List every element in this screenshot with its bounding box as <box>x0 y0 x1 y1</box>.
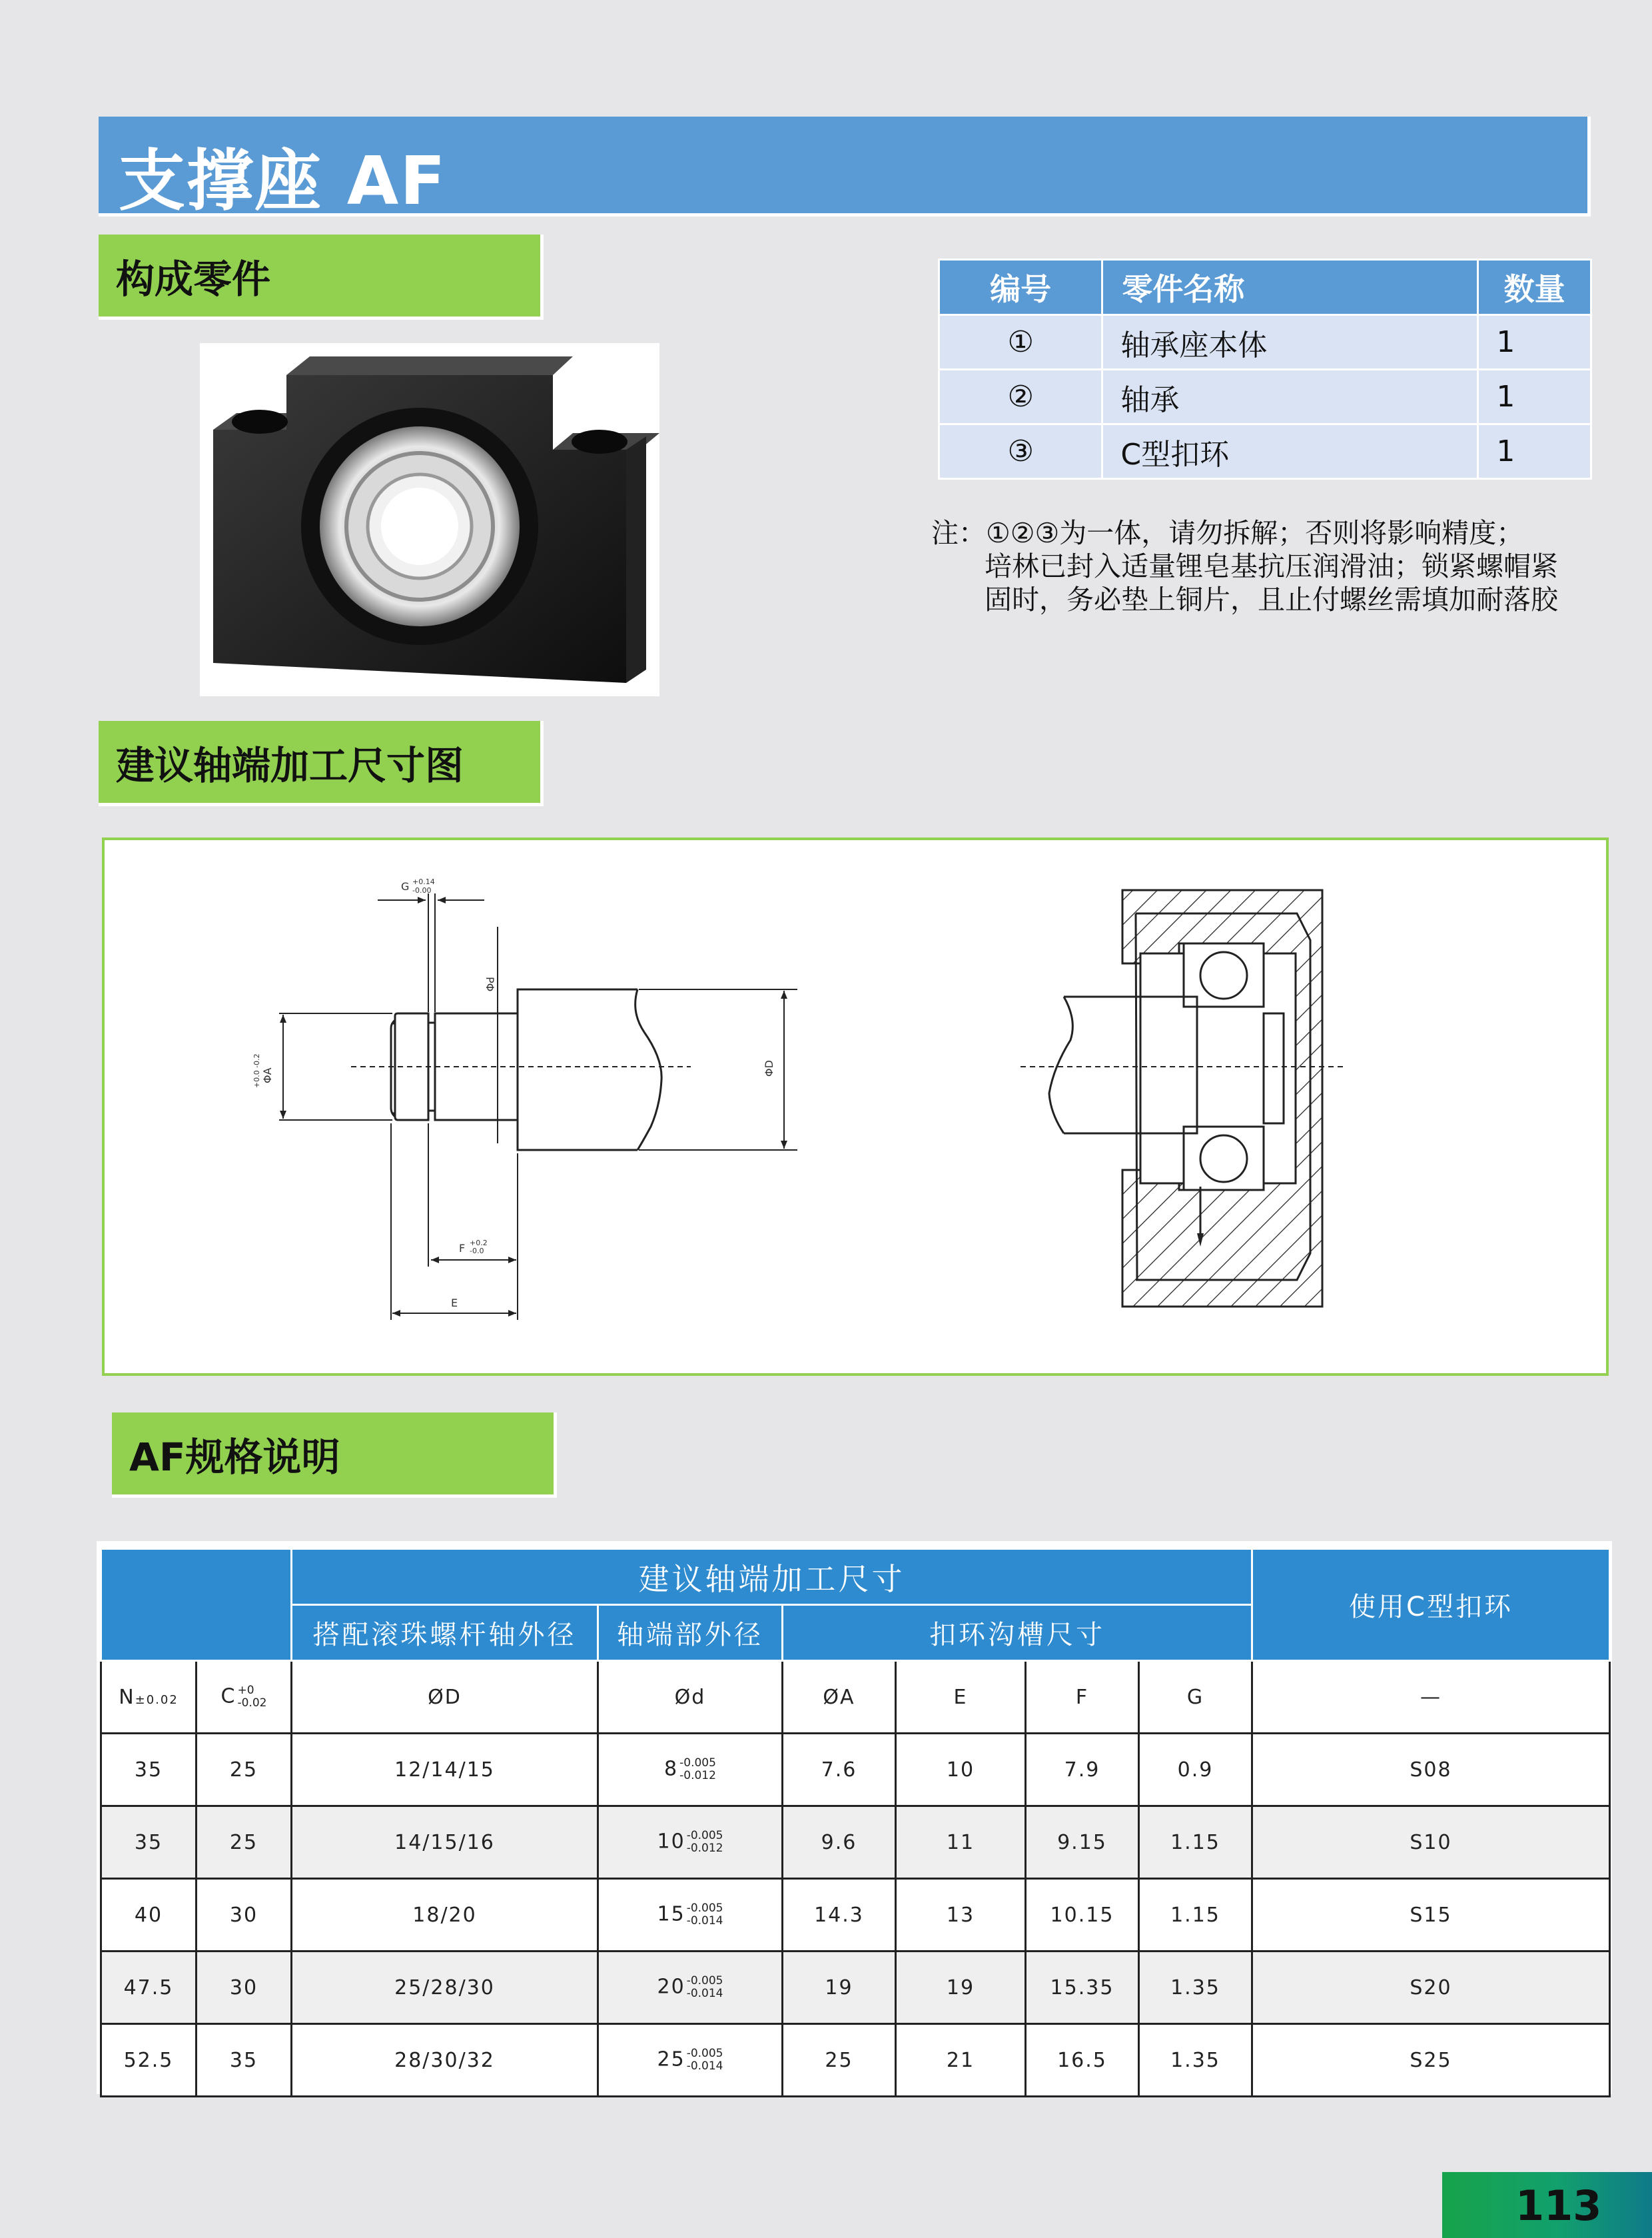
cell-c: 30 <box>197 1879 292 1952</box>
cell-G: 1.15 <box>1139 1879 1252 1952</box>
dim-label-f: F <box>459 1242 466 1255</box>
part-qty: 1 <box>1478 315 1591 370</box>
cell-d: 20 -0.005 -0.014 <box>598 1952 783 2024</box>
col-label-d: Ød <box>598 1661 783 1734</box>
section-header-spec <box>112 1412 557 1498</box>
spec-subheader-end: 轴端部外径 <box>598 1605 783 1661</box>
cell-G: 1.15 <box>1139 1806 1252 1879</box>
col-label-E: E <box>896 1661 1026 1734</box>
cell-d: 25 -0.005 -0.014 <box>598 2024 783 2097</box>
col-label-A: ØA <box>783 1661 896 1734</box>
parts-table-header <box>939 260 1591 315</box>
cell-c: 25 <box>197 1734 292 1806</box>
cell-d: 8 -0.005 -0.012 <box>598 1734 783 1806</box>
page-title-bar <box>99 117 1591 220</box>
bearing-block-image <box>200 343 659 696</box>
header-name: 零件名称 <box>1102 260 1478 315</box>
cell-D: 28/30/32 <box>292 2024 598 2097</box>
note-line-2: 培林已封入适量锂皂基抗压润滑油；锁紧螺帽紧 <box>985 550 1558 582</box>
cell-F: 9.15 <box>1026 1806 1139 1879</box>
spec-header-group: 建议轴端加工尺寸 <box>292 1549 1252 1605</box>
part-no: ③ <box>939 424 1102 479</box>
cell-A: 7.6 <box>783 1734 896 1806</box>
shaft-drawing <box>105 840 1606 1373</box>
cell-G: 1.35 <box>1139 1952 1252 2024</box>
dim-label-d: ΦD <box>763 1060 775 1077</box>
cell-F: 16.5 <box>1026 2024 1139 2097</box>
col-label-F: F <box>1026 1661 1139 1734</box>
col-label-G: G <box>1139 1661 1252 1734</box>
cell-D: 25/28/30 <box>292 1952 598 2024</box>
shaft-end-diagram <box>102 838 1609 1376</box>
part-qty: 1 <box>1478 424 1591 479</box>
cell-E: 21 <box>896 2024 1026 2097</box>
table-row <box>939 315 1591 370</box>
page-number-tab <box>1442 2172 1652 2238</box>
product-photo <box>200 343 659 696</box>
cell-G: 0.9 <box>1139 1734 1252 1806</box>
note-line-1: 注：①②③为一体，请勿拆解；否则将影响精度； <box>931 517 1524 549</box>
cell-n: 35 <box>101 1806 197 1879</box>
table-row <box>101 1879 1610 1952</box>
col-label-ring: — <box>1252 1661 1610 1734</box>
section-title: AF规格说明 <box>129 1434 340 1480</box>
header-qty: 数量 <box>1478 260 1591 315</box>
spec-subheader-shaft: 搭配滚珠螺杆轴外径 <box>292 1605 598 1661</box>
dim-tol-g-low: -0.00 <box>412 886 432 895</box>
cell-ring: S15 <box>1252 1879 1610 1952</box>
col-label-n: N±0.02 <box>101 1661 197 1734</box>
spec-subheader-groove: 扣环沟槽尺寸 <box>783 1605 1252 1661</box>
spec-column-labels <box>101 1661 1610 1734</box>
cell-D: 12/14/15 <box>292 1734 598 1806</box>
section-header-components <box>99 235 544 320</box>
part-name: C型扣环 <box>1102 424 1478 479</box>
parts-table <box>938 259 1592 480</box>
dim-label-a: ΦA <box>261 1067 274 1083</box>
section-title: 建议轴端加工尺寸图 <box>116 743 464 788</box>
header-no: 编号 <box>939 260 1102 315</box>
dim-tol-g-up: +0.14 <box>412 877 435 886</box>
cell-ring: S10 <box>1252 1806 1610 1879</box>
col-label-c: C +0 -0.02 <box>197 1661 292 1734</box>
cell-F: 15.35 <box>1026 1952 1139 2024</box>
cell-A: 14.3 <box>783 1879 896 1952</box>
table-row <box>101 1734 1610 1806</box>
cell-ring: S08 <box>1252 1734 1610 1806</box>
dim-tol-f-low: -0.0 <box>470 1247 484 1255</box>
dim-label-g: G <box>401 880 410 893</box>
part-no: ① <box>939 315 1102 370</box>
cell-E: 10 <box>896 1734 1026 1806</box>
part-no: ② <box>939 370 1102 424</box>
cell-d: 10 -0.005 -0.012 <box>598 1806 783 1879</box>
cell-c: 35 <box>197 2024 292 2097</box>
cell-A: 19 <box>783 1952 896 2024</box>
table-row <box>939 424 1591 479</box>
spec-header-blank <box>101 1549 292 1661</box>
section-header-machining <box>99 721 544 806</box>
cell-n: 40 <box>101 1879 197 1952</box>
table-row <box>101 1952 1610 2024</box>
cell-c: 25 <box>197 1806 292 1879</box>
part-qty: 1 <box>1478 370 1591 424</box>
cell-D: 18/20 <box>292 1879 598 1952</box>
cell-F: 10.15 <box>1026 1879 1139 1952</box>
cell-A: 9.6 <box>783 1806 896 1879</box>
page-title: 支撑座 AF <box>119 142 447 220</box>
cell-d: 15 -0.005 -0.014 <box>598 1879 783 1952</box>
table-row <box>939 370 1591 424</box>
spec-table <box>100 1548 1611 2097</box>
note-line-3: 固时，务必垫上铜片，且止付螺丝需填加耐落胶 <box>985 584 1558 616</box>
cell-D: 14/15/16 <box>292 1806 598 1879</box>
cell-E: 19 <box>896 1952 1026 2024</box>
part-name: 轴承 <box>1102 370 1478 424</box>
cell-E: 11 <box>896 1806 1026 1879</box>
cell-c: 30 <box>197 1952 292 2024</box>
dim-label-e: E <box>451 1297 458 1309</box>
cell-A: 25 <box>783 2024 896 2097</box>
col-label-D: ØD <box>292 1661 598 1734</box>
cell-F: 7.9 <box>1026 1734 1139 1806</box>
cell-n: 35 <box>101 1734 197 1806</box>
dim-tol-f-up: +0.2 <box>470 1239 488 1247</box>
spec-header-ring: 使用C型扣环 <box>1252 1549 1610 1661</box>
section-title: 构成零件 <box>116 257 271 302</box>
dim-tol-a: +0.0 -0.2 <box>252 1053 261 1088</box>
cell-n: 47.5 <box>101 1952 197 2024</box>
spec-table-container <box>97 1541 1612 2094</box>
cell-ring: S20 <box>1252 1952 1610 2024</box>
table-row <box>101 2024 1610 2097</box>
assembly-note <box>931 516 1597 616</box>
table-row <box>101 1806 1610 1879</box>
part-name: 轴承座本体 <box>1102 315 1478 370</box>
cell-ring: S25 <box>1252 2024 1610 2097</box>
page-number: 113 <box>1515 2181 1602 2230</box>
cell-G: 1.35 <box>1139 2024 1252 2097</box>
cell-n: 52.5 <box>101 2024 197 2097</box>
dim-label-p: PΦ <box>484 977 496 992</box>
cell-E: 13 <box>896 1879 1026 1952</box>
